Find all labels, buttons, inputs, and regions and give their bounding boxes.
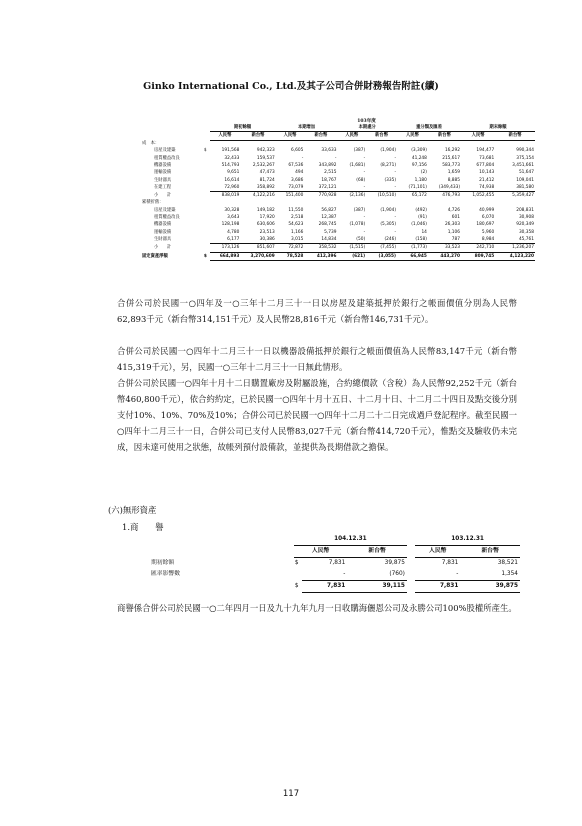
table-cell — [461, 140, 495, 147]
table-cell: - — [394, 184, 397, 190]
currency-symbol: $ — [294, 583, 299, 589]
table-cell: 40,999 — [479, 207, 495, 213]
table-cell: 26,303 — [444, 222, 460, 228]
table-cell: 65,172 — [397, 192, 428, 200]
currency-symbol — [203, 169, 210, 176]
table-cell: 1,052,455 — [461, 192, 495, 200]
table-cell: 443,270 — [428, 252, 461, 260]
column-header: 新台幣 — [304, 132, 337, 140]
table-cell: 97,156 — [411, 162, 427, 168]
row-label: 機器設備 — [154, 162, 172, 168]
table-cell: 180,697 — [476, 222, 495, 228]
table-cell — [461, 199, 495, 206]
row-label: 累積折舊： — [142, 200, 164, 206]
spacer-cell — [407, 558, 415, 570]
column-header: 人民幣 — [415, 546, 460, 558]
table-cell: 343,892 — [318, 162, 337, 168]
table-cell: 8,984 — [481, 236, 495, 242]
table-cell: 601 — [451, 215, 460, 221]
currency-symbol — [294, 569, 302, 581]
table-cell: 81,724 — [259, 177, 275, 183]
table-cell: (5,305) — [380, 222, 397, 228]
table-cell: (349,433) — [438, 184, 460, 190]
currency-symbol — [203, 236, 210, 244]
table-cell — [304, 199, 337, 206]
table-cell: 1,180 — [414, 177, 427, 183]
table-cell: 18,767 — [321, 177, 337, 183]
table-cell: 45,761 — [518, 236, 534, 242]
table-cell: - — [394, 229, 397, 235]
currency-symbol — [203, 162, 210, 169]
column-header: 新台幣 — [495, 132, 535, 140]
table-row — [140, 199, 535, 206]
table-cell: 14,834 — [321, 236, 337, 242]
group-header: 期末餘額 — [461, 124, 535, 132]
table-cell: - — [394, 155, 397, 161]
table-cell: 151,400 — [276, 192, 305, 200]
row-label: 房屋及建築 — [154, 148, 176, 154]
table-cell — [210, 199, 241, 206]
table-cell: 30,358 — [518, 229, 534, 235]
table-cell: 7,831 — [328, 560, 346, 566]
row-label: 運輸設備 — [154, 170, 172, 176]
table-row — [150, 581, 520, 593]
row-label: 固定資產淨額 — [142, 253, 168, 259]
table-cell — [276, 140, 305, 147]
table-cell: (1,078) — [349, 222, 366, 228]
table-cell: 16,614 — [224, 177, 240, 183]
ppe-table — [140, 118, 535, 261]
table-cell: 8,885 — [447, 177, 460, 183]
table-row — [140, 214, 535, 221]
table-cell: - — [363, 229, 366, 235]
table-cell — [397, 140, 428, 147]
table-cell: 54,623 — [288, 222, 304, 228]
table-year: 103年度 — [357, 119, 376, 124]
table-cell: 6,070 — [481, 215, 495, 221]
table-cell: 39,875 — [384, 560, 405, 566]
table-cell: 72,872 — [276, 244, 305, 252]
table-cell: 21,412 — [479, 177, 495, 183]
table-cell: - — [363, 215, 366, 221]
currency-symbol — [203, 192, 210, 200]
column-header: 人民幣 — [461, 132, 495, 140]
table-cell: 381,580 — [516, 184, 534, 190]
table-cell: (387) — [353, 207, 366, 213]
table-cell: 7,831 — [415, 581, 460, 593]
row-label: 成 本： — [142, 141, 160, 147]
table-cell: 494 — [295, 170, 304, 176]
row-label: 小 計 — [154, 192, 172, 198]
table-cell: (91) — [418, 215, 427, 221]
table-cell: (50) — [356, 236, 366, 242]
table-cell: 30,908 — [518, 215, 534, 221]
table-cell: - — [334, 155, 337, 161]
table-cell: 630,606 — [256, 222, 275, 228]
table-cell: (1,515) — [337, 244, 366, 252]
table-cell: 372,121 — [318, 184, 337, 190]
currency-symbol — [203, 140, 210, 147]
column-header: 新台幣 — [240, 132, 275, 140]
row-label: 租賃權益改良 — [154, 155, 180, 161]
currency-symbol — [203, 214, 210, 221]
table-cell — [337, 199, 366, 206]
table-row — [140, 252, 535, 260]
table-cell: 12,387 — [321, 215, 337, 221]
table-cell: 4,123,220 — [495, 252, 535, 260]
spacer-cell — [407, 581, 415, 593]
table-cell: - — [394, 170, 397, 176]
table-cell: 17,920 — [259, 215, 275, 221]
group-header: 期初餘額 — [210, 124, 276, 132]
page-number: 117 — [282, 789, 300, 799]
table-cell: 5,960 — [481, 229, 495, 235]
table-cell — [276, 199, 305, 206]
table-cell: 9,651 — [227, 170, 240, 176]
table-cell: 39,875 — [460, 581, 520, 593]
table-cell — [366, 140, 397, 147]
period-header: 104.12.31 — [294, 534, 407, 546]
table-cell: 838,019 — [210, 192, 241, 200]
currency-symbol: $ — [203, 148, 207, 154]
table-cell: (10,510) — [366, 192, 397, 200]
table-cell: 109,041 — [516, 177, 534, 183]
table-cell: 6,177 — [227, 236, 240, 242]
paragraph-machinery-pledge: 合併公司於民國一○四年十二月三十一日以機器設備抵押於銀行之帳面價值為人民幣83,147千元（新台幣415,319千元），另，民國一○三年十二月三十一日無此情形。 — [117, 346, 517, 372]
table-cell: 476,793 — [428, 192, 461, 200]
table-cell: 942,323 — [256, 148, 275, 154]
currency-symbol — [203, 229, 210, 236]
column-header: 人民幣 — [337, 132, 366, 140]
table-cell: 173,126 — [210, 244, 241, 252]
column-header: 人民幣 — [294, 546, 347, 558]
table-cell: 16,292 — [444, 148, 460, 154]
table-cell: 358,892 — [256, 184, 275, 190]
table-cell: (1,904) — [380, 207, 397, 213]
table-cell: - — [363, 170, 366, 176]
table-cell: 33,633 — [321, 148, 337, 154]
table-cell: 514,793 — [221, 162, 240, 168]
table-cell: 149,182 — [256, 207, 275, 213]
table-cell: 3,270,609 — [240, 252, 275, 260]
column-header: 新台幣 — [347, 546, 407, 558]
table-cell — [495, 140, 535, 147]
table-cell — [366, 199, 397, 206]
table-cell: 1,354 — [501, 571, 518, 577]
table-cell — [304, 140, 337, 147]
table-cell: 6,605 — [291, 148, 304, 154]
table-cell: 10,143 — [479, 170, 495, 176]
table-cell: 2,532,267 — [252, 162, 275, 168]
table-cell: - — [394, 215, 397, 221]
table-cell: 14 — [421, 229, 427, 235]
table-cell: 159,537 — [256, 155, 275, 161]
table-row — [140, 177, 535, 184]
table-cell: 194,477 — [476, 148, 495, 154]
table-cell: 191,568 — [221, 148, 240, 154]
row-label — [150, 581, 294, 593]
table-cell: 268,745 — [318, 222, 337, 228]
table-row — [140, 169, 535, 176]
currency-symbol — [203, 207, 210, 214]
table-row — [140, 147, 535, 154]
table-cell: (1,904) — [380, 148, 397, 154]
goodwill-table — [150, 534, 520, 593]
table-cell: 5,739 — [324, 229, 337, 235]
row-label: 生財器具 — [154, 177, 172, 183]
table-cell: - — [301, 155, 304, 161]
table-cell: (8,271) — [380, 162, 397, 168]
table-cell: 664,893 — [210, 252, 241, 260]
currency-symbol — [203, 244, 210, 252]
row-label: 小 計 — [154, 245, 172, 251]
currency-symbol — [203, 199, 210, 206]
table-cell: 1,106 — [447, 229, 460, 235]
table-cell: 208,831 — [516, 207, 534, 213]
table-cell: 412,396 — [304, 252, 337, 260]
currency-symbol: $ — [203, 253, 207, 259]
table-cell: 787 — [451, 236, 460, 242]
table-cell: 38,521 — [497, 560, 518, 566]
table-cell: 3,686 — [291, 177, 304, 183]
table-cell: (621) — [337, 252, 366, 260]
table-cell: 30,386 — [259, 236, 275, 242]
row-label: 匯率影響數 — [151, 571, 180, 578]
column-header: 新台幣 — [428, 132, 461, 140]
table-cell: 4,780 — [227, 229, 240, 235]
row-label: 機器設備 — [154, 222, 172, 228]
table-cell: - — [456, 571, 459, 577]
table-cell — [210, 140, 241, 147]
table-cell: 72,960 — [224, 184, 240, 190]
column-header: 人民幣 — [397, 132, 428, 140]
table-cell: 2,518 — [291, 215, 304, 221]
table-cell: 7,831 — [302, 581, 347, 593]
table-cell: 5,359,427 — [495, 192, 535, 200]
column-header: 人民幣 — [276, 132, 305, 140]
table-cell: (68) — [356, 177, 366, 183]
table-cell: - — [343, 571, 346, 577]
table-cell: 23,513 — [259, 229, 275, 235]
table-cell: (71,101) — [408, 184, 427, 190]
table-cell — [428, 199, 461, 206]
table-cell: (2) — [420, 170, 427, 176]
spacer-cell — [407, 569, 415, 581]
table-cell — [397, 199, 428, 206]
table-cell: 809,745 — [461, 252, 495, 260]
currency-symbol: $ — [294, 560, 299, 566]
currency-symbol — [203, 155, 210, 162]
table-cell: 3,643 — [227, 215, 240, 221]
table-cell: 128,198 — [221, 222, 240, 228]
table-cell: 4,726 — [447, 207, 460, 213]
table-cell: 66,945 — [397, 252, 428, 260]
period-header: 103.12.31 — [415, 534, 520, 546]
table-cell: 73,681 — [479, 155, 495, 161]
table-cell: (335) — [384, 177, 397, 183]
table-row — [140, 162, 535, 169]
table-cell: 51,647 — [518, 170, 534, 176]
table-cell: (1,681) — [349, 162, 366, 168]
paragraph-goodwill: 商譽係合併公司於民國一○二年四月一日及九十九年九月一日收購海儷恩公司及永勝公司100%股權所產生。 — [117, 603, 517, 613]
table-cell: 215,617 — [442, 155, 460, 161]
subsection-heading: 1.商 譽 — [122, 522, 164, 532]
table-row — [140, 207, 535, 214]
table-cell — [337, 140, 366, 147]
table-cell: 1,166 — [291, 229, 304, 235]
table-cell — [428, 140, 461, 147]
row-label: 房屋及建築 — [154, 207, 176, 213]
table-cell: 851,607 — [240, 244, 275, 252]
table-cell: 78,528 — [276, 252, 305, 260]
row-label: 運輸設備 — [154, 229, 172, 235]
section-heading: (六)無形資產 — [108, 505, 157, 515]
table-cell: 3,451,661 — [512, 162, 534, 168]
page-title: Ginko International Co., Ltd.及其子公司合併財務報告附註(續) — [143, 81, 439, 92]
table-cell: 33,523 — [428, 244, 461, 252]
table-cell: (492) — [415, 207, 427, 213]
paragraph-plant-purchase: 合併公司於民國一○四年十月十二日購置廠房及附屬設施，合約總價款（含稅）為人民幣92,252千元（新台幣460,800千元），依合約約定，已於民國一○四年十月十五日、十二月十日、十二月二十四日及點交後分別支付10%、10%、70%及10%；合併公司已於民國一○四年十二月二十二日完成過戶登記程序。截至民國一○四年十二月三十一日，合併公司已支付人民幣83,027千元（新台幣414,720千元），惟點交及驗收仍未完成，因未達可使用之狀態，故帳列預付設備款，並提供為長期借款之擔保。 — [117, 378, 518, 452]
table-cell: 3,015 — [291, 236, 304, 242]
table-cell: (760) — [389, 571, 405, 577]
table-cell: 1,659 — [447, 170, 460, 176]
table-row — [140, 192, 535, 200]
table-cell — [495, 199, 535, 206]
table-cell: (387) — [353, 148, 366, 154]
table-cell: 2,515 — [324, 170, 337, 176]
column-header: 新台幣 — [460, 546, 520, 558]
row-label: 在建工程 — [154, 185, 172, 191]
group-header: 重分類及匯差 — [397, 124, 461, 132]
table-cell — [240, 140, 275, 147]
table-row — [140, 229, 535, 236]
table-cell: 242,710 — [461, 244, 495, 252]
table-cell: 1,236,207 — [495, 244, 535, 252]
row-label: 期初餘額 — [151, 559, 175, 566]
table-cell: (3,055) — [366, 252, 397, 260]
row-label: 生財器具 — [154, 237, 172, 243]
table-cell: - — [363, 184, 366, 190]
table-cell: - — [363, 155, 366, 161]
table-cell: 11,550 — [288, 207, 304, 213]
table-cell: (246) — [384, 236, 397, 242]
table-cell: (1,773) — [397, 244, 428, 252]
table-cell: (3,309) — [411, 148, 427, 154]
table-cell: 4,122,216 — [240, 192, 275, 200]
table-row — [140, 244, 535, 252]
group-header: 本期處分 — [337, 124, 397, 132]
table-cell: 583,773 — [442, 162, 460, 168]
table-cell: 73,079 — [288, 184, 304, 190]
table-row — [150, 569, 520, 581]
table-row — [140, 236, 535, 244]
table-cell: 47,473 — [259, 170, 275, 176]
table-cell — [240, 199, 275, 206]
table-cell: 74,938 — [479, 184, 495, 190]
column-header: 新台幣 — [366, 132, 397, 140]
table-cell: 770,928 — [304, 192, 337, 200]
table-row — [140, 184, 535, 192]
currency-symbol — [203, 184, 210, 192]
row-label: 租賃權益改良 — [154, 215, 180, 221]
group-header: 本期增加 — [276, 124, 338, 132]
table-cell: (7,455) — [366, 244, 397, 252]
table-row — [140, 221, 535, 228]
table-cell: 30,328 — [224, 207, 240, 213]
table-cell: 39,115 — [347, 581, 407, 593]
table-row — [140, 155, 535, 162]
table-cell: 32,433 — [224, 155, 240, 161]
table-cell: 677,804 — [476, 162, 495, 168]
table-cell: 56,827 — [321, 207, 337, 213]
currency-symbol — [203, 221, 210, 228]
table-cell: 920,349 — [516, 222, 534, 228]
table-cell: 375,154 — [516, 155, 534, 161]
table-cell: 990,344 — [516, 148, 534, 154]
table-row — [150, 558, 520, 570]
table-cell: 41,248 — [411, 155, 427, 161]
table-cell: 7,831 — [441, 560, 459, 566]
table-cell: 67,536 — [288, 162, 304, 168]
table-row — [140, 140, 535, 147]
table-cell: (158) — [415, 236, 427, 242]
column-header: 人民幣 — [210, 132, 241, 140]
currency-symbol — [203, 177, 210, 184]
table-cell: (1,046) — [411, 222, 427, 228]
paragraph-building-pledge: 合併公司於民國一○四年及一○三年十二月三十一日以房屋及建築抵押於銀行之帳面價值分別為人民幣62,893千元（新台幣314,151千元）及人民幣28,816千元（新台幣146,731千元）。 — [117, 298, 517, 324]
table-cell: 358,532 — [304, 244, 337, 252]
table-cell: (2,136) — [337, 192, 366, 200]
